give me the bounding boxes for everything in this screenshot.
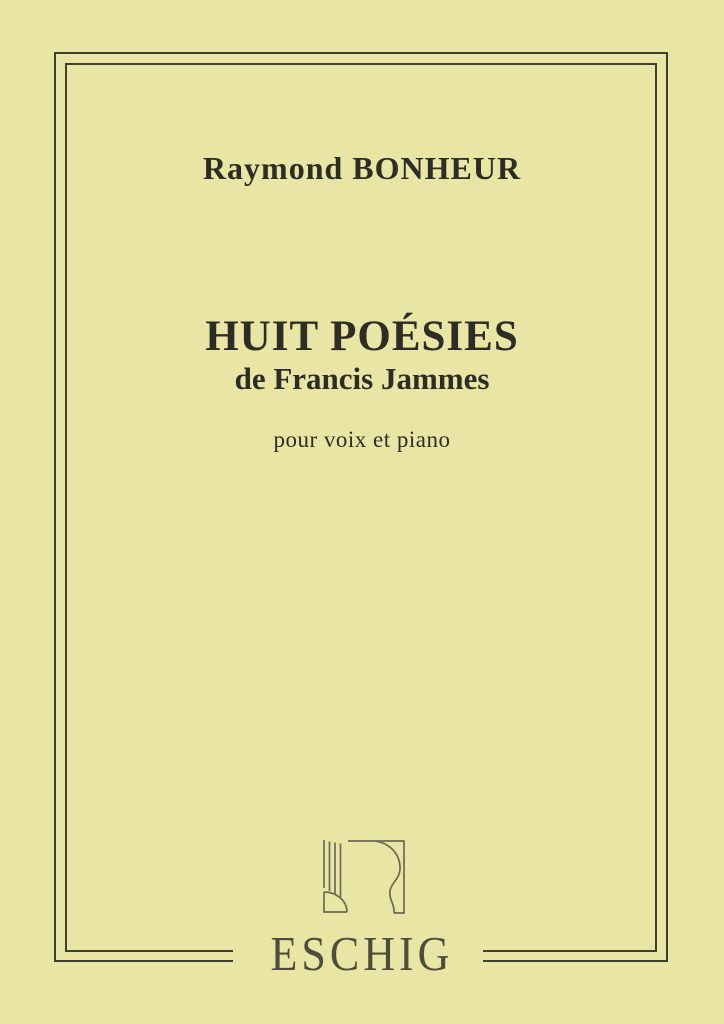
work-subtitle: de Francis Jammes [234, 361, 490, 396]
composer-name: Raymond BONHEUR [202, 150, 522, 186]
publisher-wordmark: ESCHIG [270, 927, 454, 982]
publisher-logo-icon [318, 833, 412, 921]
work-title: HUIT POÉSIES [205, 313, 519, 360]
instrumentation-note: pour voix et piano [273, 427, 451, 452]
inner-border-frame [65, 63, 657, 952]
